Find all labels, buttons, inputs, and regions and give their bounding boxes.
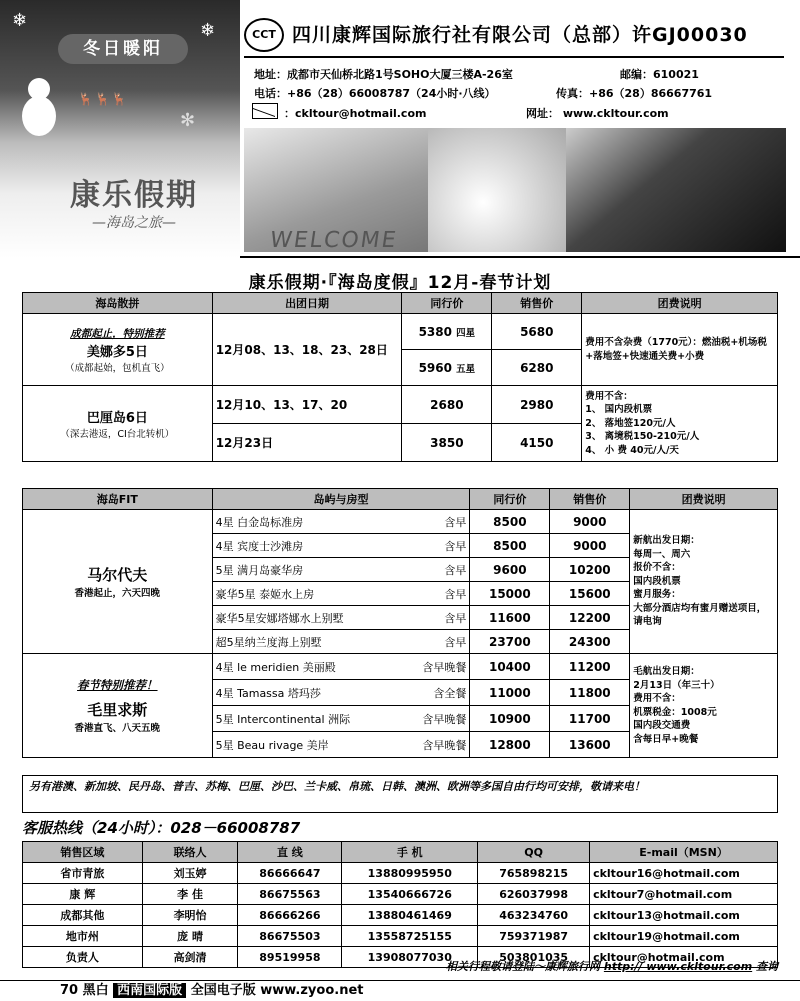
qq: 759371987 (478, 926, 590, 947)
hotline: 客服热线（24小时）：028－66008787 (22, 819, 301, 837)
contact-person: 高剑清 (142, 947, 238, 968)
meal: 含早 (444, 635, 467, 649)
footer-link-tail: 查询 (756, 960, 778, 973)
fee-note: 费用不含杂费（1770元）：燃油税+机场税+落地签+快速通关费+小费 (582, 314, 778, 386)
email[interactable]: ckltour7@hotmail.com (590, 884, 778, 905)
sale-price: 11700 (550, 706, 630, 732)
room-type: 5星 满月岛豪华房 (215, 563, 304, 577)
fee-item: 4、 小 费 40元/人/天 (585, 444, 679, 456)
region: 康 辉 (23, 884, 143, 905)
contact-person: 李明怡 (142, 905, 238, 926)
email[interactable]: ckltour19@hotmail.com (590, 926, 778, 947)
sale-price: 24300 (550, 630, 630, 654)
group-tour-table (22, 292, 778, 462)
sale-price: 12200 (550, 606, 630, 630)
envelope-icon (252, 103, 278, 119)
mobile: 13880995950 (342, 863, 478, 884)
table-row (23, 905, 778, 926)
sale-price: 10200 (550, 558, 630, 582)
turtle-photo (566, 128, 786, 252)
brand-title: 康乐假期 (70, 178, 198, 213)
snowflake-icon: ❄ (12, 10, 28, 31)
contact-person: 李 佳 (142, 884, 238, 905)
mobile: 13880461469 (342, 905, 478, 926)
qq: 626037998 (478, 884, 590, 905)
meal: 含早晚餐 (422, 712, 467, 726)
note-line: 新航出发日期： (633, 535, 700, 547)
col-header: 团费说明 (582, 293, 778, 314)
peer-price: 9600 (470, 558, 550, 582)
qq: 765898215 (478, 863, 590, 884)
room-type: 豪华5星 泰姬水上房 (215, 587, 315, 601)
contact-table (22, 841, 778, 968)
tour-note: （深去港返，CI台北转机） (60, 429, 175, 440)
col-header: 出团日期 (212, 293, 402, 314)
sale-price: 9000 (550, 510, 630, 534)
note-line: 2月13日（年三十） (633, 679, 720, 691)
mobile: 13908077030 (342, 947, 478, 968)
col-header: E-mail（MSN） (590, 842, 778, 863)
note-line: 大部分酒店均有蜜月赠送项目，请电询 (633, 602, 767, 628)
page-title: 康乐假期·『海岛度假』12月-春节计划 (248, 273, 552, 293)
note-line: 毛航出发日期： (633, 666, 700, 677)
footer-link-line (446, 958, 778, 974)
peer-price: 11000 (470, 680, 550, 706)
room-type: 超5星纳兰度海上别墅 (215, 635, 322, 649)
dates: 12月10、13、17、20 (212, 386, 402, 424)
col-header: QQ (478, 842, 590, 863)
tour-name: 巴厘岛6日 (86, 411, 148, 426)
fee-item: 3、 离境税150-210元/人 (585, 431, 700, 443)
note-line: 国内段机票 (633, 575, 681, 587)
sale-price: 6280 (492, 350, 582, 386)
contact-person: 庞 晴 (142, 926, 238, 947)
sleigh-icon: 🦌🦌🦌 (78, 92, 129, 106)
mobile: 13558725155 (342, 926, 478, 947)
fax: 传真：+86（28）86667761 (556, 87, 713, 100)
peer-price: 10900 (470, 706, 550, 732)
peer-price: 8500 (470, 534, 550, 558)
destination-sub: 香港直飞、八天五晚 (74, 723, 161, 734)
company-name: 四川康辉国际旅行社有限公司（总部）许GJ00030 (292, 24, 748, 46)
col-header: 联络人 (142, 842, 238, 863)
room-type: 4星 Tamassa 塔玛莎 (215, 686, 321, 700)
table-row (23, 863, 778, 884)
fit-table (22, 488, 778, 758)
destination-cell (23, 510, 213, 654)
meal: 含早 (444, 539, 467, 553)
email[interactable]: ckltour@hotmail.com (590, 947, 778, 968)
snowman-icon (22, 78, 56, 148)
snowflake-icon: ❄ (200, 20, 216, 41)
sale-price: 4150 (492, 424, 582, 462)
room-type: 4星 白金岛标准房 (215, 515, 304, 529)
section-label: 西南国际版 (113, 983, 186, 998)
note-line: 机票税金：1008元 (633, 706, 717, 718)
email[interactable]: ：ckltour@hotmail.com (284, 107, 427, 120)
dates: 12月23日 (212, 424, 402, 462)
destination-name: 毛里求斯 (87, 701, 148, 719)
peer-price: 12800 (470, 732, 550, 758)
meal: 含早晚餐 (422, 738, 467, 752)
meal: 含早 (444, 611, 467, 625)
tour-note: （成都起始，包机直飞） (65, 362, 170, 374)
peer-price: 2680 (402, 386, 492, 424)
sale-price: 15600 (550, 582, 630, 606)
qq: 503801035 (478, 947, 590, 968)
fee-note (582, 386, 778, 462)
destination-name: 马尔代夫 (87, 566, 148, 584)
note-line: 报价不含： (633, 562, 681, 574)
note-line: 蜜月服务： (633, 589, 681, 601)
footer-link-text: 相关行程敬请登陆～康辉旅行网 (446, 960, 601, 973)
contact-person: 刘玉婷 (142, 863, 238, 884)
fee-note (630, 510, 778, 654)
note-line: 每周一、周六 (633, 548, 691, 560)
direct-line: 86675503 (238, 926, 342, 947)
tour-name: 美娜多5日 (86, 344, 148, 360)
welcome-sand-text: WELCOME (268, 228, 400, 253)
peer-price: 11600 (470, 606, 550, 630)
promo-label: 春节特别推荐！ (77, 678, 158, 692)
room-type: 4星 宾度士沙滩房 (215, 539, 304, 553)
col-header: 销售区域 (23, 842, 143, 863)
meal: 含早 (444, 515, 467, 529)
more-destinations-note: 另有港澳、新加坡、民丹岛、普吉、苏梅、巴厘、沙巴、兰卡威、帛琉、日韩、澳洲、欧洲等多国自由行均可安排，敬请来电！ (22, 775, 778, 813)
col-header: 海岛FIT (23, 489, 213, 510)
peer-price: 10400 (470, 654, 550, 680)
room-type: 4星 le meridien 美丽殿 (215, 660, 336, 674)
meal: 含早 (444, 587, 467, 601)
region: 省市青旅 (23, 863, 143, 884)
col-header: 团费说明 (630, 489, 778, 510)
col-header: 海岛散拼 (23, 293, 213, 314)
sale-price: 13600 (550, 732, 630, 758)
peer-price: 8500 (470, 510, 550, 534)
note-line: 含每日早+晚餐 (633, 733, 699, 745)
room-type: 5星 Intercontinental 洲际 (215, 712, 351, 726)
col-header: 岛屿与房型 (212, 489, 470, 510)
promo-label: 成都起止，特别推荐 (70, 327, 165, 340)
phone: 电话：+86（28）66008787（24小时·八线） (254, 87, 496, 100)
meal: 含全餐 (433, 686, 467, 700)
col-header: 同行价 (470, 489, 550, 510)
destination-cell (23, 654, 213, 758)
email[interactable]: ckltour13@hotmail.com (590, 905, 778, 926)
direct-line: 89519958 (238, 947, 342, 968)
page-footer (0, 980, 800, 1000)
col-header: 同行价 (402, 293, 492, 314)
table-row (23, 926, 778, 947)
peer-price: 5380 (418, 324, 452, 339)
peer-price: 5960 (418, 360, 452, 375)
winter-badge: 冬日暖阳 (58, 34, 188, 64)
company-logo: CCT (244, 18, 284, 52)
qq: 463234760 (478, 905, 590, 926)
shell-photo (428, 128, 566, 252)
destination-sub: 香港起止，六天四晚 (74, 588, 161, 599)
table-row (23, 884, 778, 905)
brand-subtitle: —海岛之旅— (92, 215, 176, 231)
tour-cell (23, 386, 213, 462)
region: 成都其他 (23, 905, 143, 926)
peer-price: 23700 (470, 630, 550, 654)
peer-price: 3850 (402, 424, 492, 462)
snowflake-icon: ✻ (180, 110, 196, 131)
note-line: 费用不含： (633, 693, 681, 704)
footer-link-url[interactable]: http:// www.ckltour.com (603, 960, 753, 973)
winter-artwork (0, 0, 240, 258)
meal: 含早晚餐 (422, 660, 467, 674)
direct-line: 86666266 (238, 905, 342, 926)
address: 地址：成都市天仙桥北路1号SOHO大厦三楼A-26室 (254, 68, 513, 81)
email[interactable]: ckltour16@hotmail.com (590, 863, 778, 884)
region: 地市州 (23, 926, 143, 947)
page-number: 70 黑白 (60, 983, 109, 998)
fee-item: 2、 落地签120元/人 (585, 417, 676, 429)
star-rating: 五星 (456, 363, 476, 375)
postcode: 邮编：610021 (620, 68, 699, 81)
direct-line: 86666647 (238, 863, 342, 884)
tour-cell (23, 314, 213, 386)
col-header: 销售价 (492, 293, 582, 314)
fee-title: 费用不含： (585, 390, 633, 402)
room-type: 5星 Beau rivage 美岸 (215, 738, 329, 752)
divider (244, 56, 784, 58)
fee-note (630, 654, 778, 758)
edition-site[interactable]: 全国电子版 www.zyoo.net (190, 983, 364, 998)
star-rating: 四星 (456, 327, 476, 339)
room-type: 豪华5星安娜塔娜水上别墅 (215, 611, 344, 625)
col-header: 直 线 (238, 842, 342, 863)
sale-price: 5680 (492, 314, 582, 350)
sale-price: 9000 (550, 534, 630, 558)
col-header: 手 机 (342, 842, 478, 863)
fee-item: 1、 国内段机票 (585, 404, 653, 416)
meal: 含早 (444, 563, 467, 577)
region: 负责人 (23, 947, 143, 968)
peer-price: 15000 (470, 582, 550, 606)
col-header: 销售价 (550, 489, 630, 510)
sale-price: 11800 (550, 680, 630, 706)
mobile: 13540666726 (342, 884, 478, 905)
website[interactable]: 网址： www.ckltour.com (526, 107, 669, 120)
sale-price: 11200 (550, 654, 630, 680)
direct-line: 86675563 (238, 884, 342, 905)
dates: 12月08、13、18、23、28日 (212, 314, 402, 386)
note-line: 国内段交通费 (633, 720, 691, 731)
sale-price: 2980 (492, 386, 582, 424)
header-banner (0, 0, 800, 258)
